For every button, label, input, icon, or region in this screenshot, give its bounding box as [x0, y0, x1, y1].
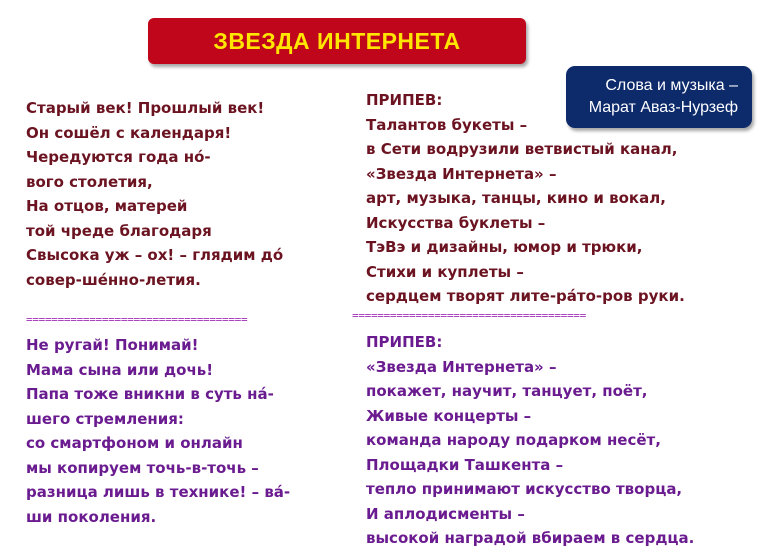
chorus-line: Живые концерты –	[366, 406, 532, 425]
verse-line: Папа тоже вникни в суть нá-	[26, 385, 274, 403]
verse-line: Он сошёл с календаря!	[26, 123, 232, 142]
chorus-line: сердцем творят лите-рáто-ров руки.	[366, 287, 685, 305]
verse-1	[26, 96, 283, 292]
verse-line: Не ругай! Понимай!	[26, 336, 199, 354]
chorus-line: «Звезда Интернета» –	[366, 164, 557, 183]
chorus-line: И аплодисменты –	[366, 504, 525, 523]
separator-right: =====================================	[352, 310, 586, 322]
verse-line: Свысока уж – ох! – глядим дó	[26, 246, 284, 264]
chorus-line: Площадки Ташкента –	[366, 455, 564, 474]
title-banner	[148, 18, 526, 64]
chorus-1	[366, 88, 685, 309]
verse-line: совер-шéнно-летия.	[26, 270, 201, 289]
chorus-line: тепло принимают искусство творца,	[366, 480, 683, 498]
verse-line: той чреде благодаря	[26, 221, 212, 240]
verse-line: со смартфоном и онлайн	[26, 434, 243, 452]
chorus-line: ПРИПЕВ:	[366, 91, 443, 109]
verse-line: вого столетия,	[26, 172, 153, 191]
chorus-line: «Звезда Интернета» –	[366, 357, 557, 376]
verse-line: шего стремления:	[26, 409, 184, 428]
chorus-line: Стихи и куплеты –	[366, 262, 524, 281]
verse-line: мы копируем точь-в-точь –	[26, 458, 259, 477]
verse-line: Чередуются года нó-	[26, 148, 211, 166]
song-title: ЗВЕЗДА ИНТЕРНЕТА	[213, 27, 461, 54]
chorus-2	[366, 330, 694, 551]
verse-line: Мама сына или дочь!	[26, 360, 214, 379]
chorus-line: покажет, научит, танцует, поёт,	[366, 382, 648, 400]
verse-line: Старый век! Прошлый век!	[26, 99, 265, 117]
verse-line: ши поколения.	[26, 507, 157, 526]
chorus-line: арт, музыка, танцы, кино и вокал,	[366, 189, 666, 207]
verse-2	[26, 333, 290, 529]
verse-line: На отцов, матерей	[26, 197, 188, 215]
credits-line: Слова и музыка –	[605, 77, 738, 94]
chorus-line: Искусства буклеты –	[366, 213, 546, 232]
chorus-line: ПРИПЕВ:	[366, 333, 443, 351]
chorus-line: команда народу подарком несёт,	[366, 431, 661, 449]
credits-line: Марат Аваз-Нурзеф	[588, 99, 738, 116]
separator-left: ===================================	[26, 314, 248, 326]
chorus-line: Талантов букеты –	[366, 115, 528, 134]
verse-line: разница лишь в технике! – вá-	[26, 483, 291, 501]
chorus-line: в Сети водрузили ветвистый канал,	[366, 140, 678, 158]
chorus-line: высокой наградой вбираем в сердца.	[366, 529, 695, 547]
chorus-line: ТэВэ и дизайны, юмор и трюки,	[366, 238, 643, 256]
